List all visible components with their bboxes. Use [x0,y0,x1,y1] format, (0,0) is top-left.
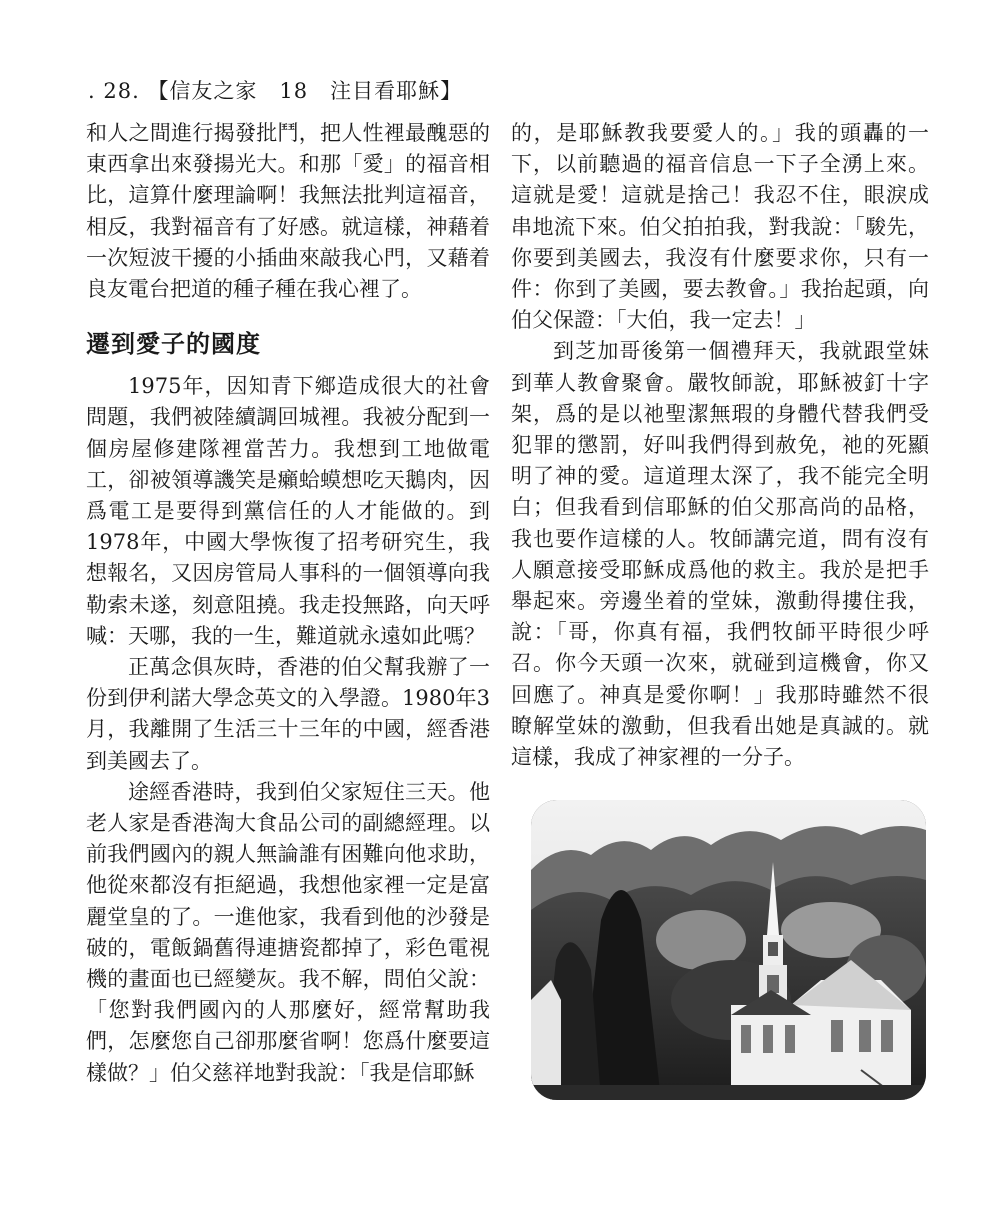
paragraph: 途經香港時，我到伯父家短住三天。他老人家是香港淘大食品公司的副總經理。以前我們國內的親人無論誰有困難向他求助，他從來都沒有拒絕過，我想他家裡一定是富麗堂皇的了。一進他家，我看到他的沙發是破的，電飯鍋舊得連搪瓷都掉了，彩色電視機的畫面也已經變灰。我不解，問伯父說：「您對我們國內的人那麼好，經常幫助我們，怎麼您自己卻那麼省啊！您爲什麼要這樣做？」伯父慈祥地對我說：「我是信耶穌 [86,779,490,1085]
paragraph: 1975年，因知青下鄉造成很大的社會問題，我們被陸續調回城裡。我被分配到一個房屋修建隊裡當苦力。我想到工地做電工，卻被領導譏笑是癩蛤蟆想吃天鵝肉，因爲電工是要得到黨信任的人才能做的。到1978年，中國大學恢復了招考研究生，我想報名，又因房管局人事科的一個領導向我勒索未遂，刻意阻撓。我走投無路，向天呼喊：天哪，我的一生，難道就永遠如此嗎？ [86,374,490,648]
page-header [88,76,462,106]
left-column [86,118,490,1089]
paragraph: 正萬念俱灰時，香港的伯父幫我辦了一份到伊利諾大學念英文的入學證。1980年3月，我離開了生活三十三年的中國，經香港到美國去了。 [86,655,490,773]
church-photo [531,800,926,1100]
paragraph: 的，是耶穌教我要愛人的。」我的頭轟的一下，以前聽過的福音信息一下子全湧上來。這就是愛！這就是捨己！我忍不住，眼淚成串地流下來。伯父拍拍我，對我說：「駿先，你要到美國去，我沒有什麼要求你，只有一件：你到了美國，要去教會。」我抬起頭，向伯父保證：「大伯，我一定去！」 [511,121,929,333]
series-title: 【信友之家 18 注目看耶穌】 [147,79,463,103]
section-heading: 遷到愛子的國度 [86,330,261,359]
page-number: . 28. [88,79,140,103]
right-column [511,118,929,773]
paragraph: 到芝加哥後第一個禮拜天，我就跟堂妹到華人教會聚會。嚴牧師說，耶穌被釘十字架，爲的是以祂聖潔無瑕的身體代替我們受犯罪的懲罰，好叫我們得到赦免，祂的死顯明了神的愛。這道理太深了，我不能完全明白；但我看到信耶穌的伯父那高尚的品格，我也要作這樣的人。牧師講完道，問有沒有人願意接受耶穌成爲他的救主。我於是把手舉起來。旁邊坐着的堂妹，激動得摟住我，說：「哥，你真有福，我們牧師平時很少呼召。你今天頭一次來，就碰到這機會，你又回應了。神真是愛你啊！」我那時雖然不很瞭解堂妹的激動，但我看出她是真誠的。就這樣，我成了神家裡的一分子。 [511,339,929,770]
paragraph: 和人之間進行揭發批鬥，把人性裡最醜惡的東西拿出來發揚光大。和那「愛」的福音相比，這算什麼理論啊！我無法批判這福音，相反，我對福音有了好感。就這樣，神藉着一次短波干擾的小插曲來敲我心門，又藉着良友電台把道的種子種在我心裡了。 [86,121,490,302]
